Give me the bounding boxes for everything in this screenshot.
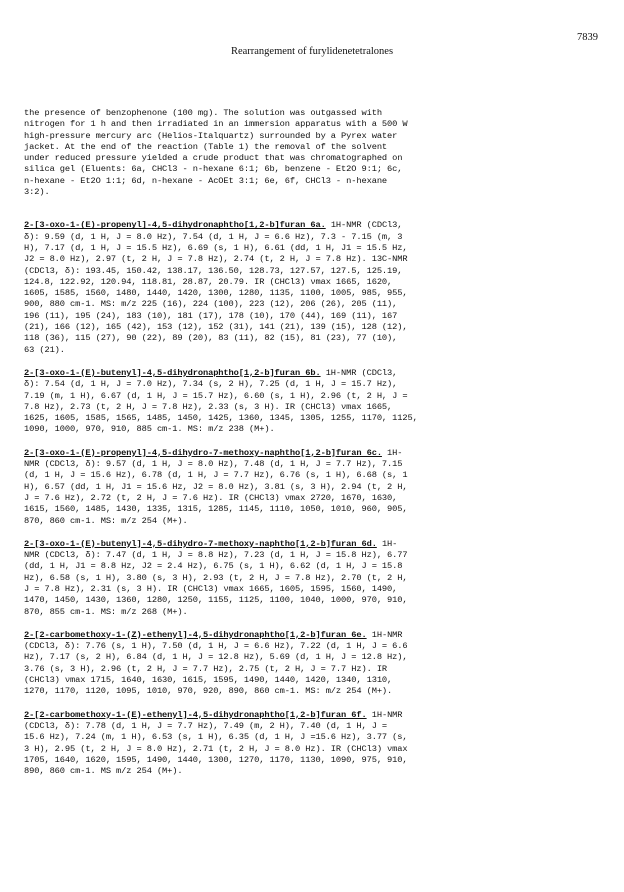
compound-heading: 2-[2-carbomethoxy-1-(Z)-ethenyl]-4,5-dihydronaphtho[1,2-b]furan 6e. <box>24 629 367 640</box>
compound-heading: 2-[3-oxo-1-(E)-propenyl]-4,5-dihydronaphtho[1,2-b]furan 6a. <box>24 220 326 231</box>
compound-6e-entry <box>24 630 614 698</box>
text-line: (CDCl3, δ): 7.76 (s, 1 H), 7.50 (d, 1 H, J = 6.6 Hz), 7.22 (d, 1 H, J = 6.6 <box>24 641 408 652</box>
text-line: 1H-NMR (CDCl3, <box>320 367 398 378</box>
text-line: high-pressure mercury arc (Helios-Italquartz) surrounded by a Pyrex water <box>24 130 398 141</box>
text-line: under reduced pressure yielded a crude product that was chromatographed on <box>24 153 403 164</box>
compound-6a-entry <box>24 220 614 356</box>
text-line: 890, 860 cm-1. MS m/z 254 (M+). <box>24 766 183 777</box>
text-line: 118 (36), 115 (27), 90 (22), 89 (20), 83 (11), 82 (15), 81 (23), 77 (10), <box>24 333 398 344</box>
text-line: 1H-NMR <box>366 629 403 640</box>
text-line: 63 (21). <box>24 344 65 355</box>
text-line: 15.6 Hz), 7.24 (m, 1 H), 6.53 (s, 1 H), 6.35 (d, 1 H, J =15.6 Hz), 3.77 (s, <box>24 732 408 743</box>
text-line: J = 7.8 Hz), 2.31 (s, 3 H). IR (CHCl3) νmax 1665, 1605, 1595, 1560, 1490, <box>24 583 398 594</box>
text-line: J = 7.6 Hz), 2.72 (t, 2 H, J = 7.6 Hz). IR (CHCl3) νmax 2720, 1670, 1630, <box>24 492 398 503</box>
text-line: 196 (11), 195 (24), 183 (10), 181 (17), 178 (10), 170 (44), 169 (11), 167 <box>24 310 398 321</box>
text-line: n-hexane - Et2O 1:1; 6d, n-hexane - AcOEt 3:1; 6e, 6f, CHCl3 - n-hexane <box>24 175 388 186</box>
text-line: (CDCl3, δ): 7.78 (d, 1 H, J = 7.7 Hz), 7.49 (m, 2 H), 7.40 (d, 1 H, J = <box>24 720 388 731</box>
text-line: 7.19 (m, 1 H), 6.67 (d, 1 H, J = 15.7 Hz), 6.60 (s, 1 H), 2.96 (t, 2 H, J = <box>24 390 408 401</box>
text-line: Hz), 7.17 (s, 2 H), 6.84 (d, 1 H, J = 12.8 Hz), 5.69 (d, 1 H, J = 12.8 Hz), <box>24 652 408 663</box>
text-line: δ): 7.54 (d, 1 H, J = 7.0 Hz), 7.34 (s, 2 H), 7.25 (d, 1 H, J = 15.7 Hz), <box>24 379 398 390</box>
text-line: 1090, 1000, 970, 910, 885 cm-1. MS: m/z 238 (M+). <box>24 424 275 435</box>
text-line: 870, 855 cm-1. MS: m/z 268 (M+). <box>24 606 188 617</box>
text-line: H), 7.17 (d, 1 H, J = 15.5 Hz), 6.69 (s, 1 H), 6.61 (dd, 1 H, J1 = 15.5 Hz, <box>24 242 408 253</box>
text-line: 900, 880 cm-1. MS: m/z 225 (16), 224 (100), 223 (12), 206 (26), 205 (11), <box>24 299 398 310</box>
intro-paragraph <box>24 108 614 198</box>
text-line: 1H-NMR <box>366 709 403 720</box>
compound-6f-entry <box>24 710 614 778</box>
compound-heading: 2-[3-oxo-1-(E)-butenyl]-4,5-dihydro-7-methoxy-naphtho[1,2-b]furan 6d. <box>24 538 377 549</box>
text-line: 3.76 (s, 3 H), 2.96 (t, 2 H, J = 7.7 Hz), 2.75 (t, 2 H, J = 7.7 Hz). IR <box>24 663 388 674</box>
compound-6d-entry <box>24 539 614 618</box>
text-line: NMR (CDCl3, δ): 7.47 (d, 1 H, J = 8.8 Hz), 7.23 (d, 1 H, J = 15.8 Hz), 6.77 <box>24 550 408 561</box>
text-line: J2 = 8.0 Hz), 2.97 (t, 2 H, J = 7.8 Hz), 2.74 (t, 2 H, J = 7.8 Hz). 13C-NMR <box>24 254 408 265</box>
experimental-text <box>24 108 614 789</box>
text-line: (CDCl3, δ): 193.45, 150.42, 138.17, 136.50, 128.73, 127.57, 127.5, 125.19, <box>24 265 403 276</box>
text-line: 1625, 1605, 1585, 1565, 1485, 1450, 1425, 1360, 1345, 1305, 1255, 1170, 1125, <box>24 413 418 424</box>
compound-6b-entry <box>24 368 614 436</box>
text-line: jacket. At the end of the reaction (Table 1) the removal of the solvent <box>24 141 388 152</box>
running-title: Rearrangement of furylidenetetralones <box>230 46 394 57</box>
text-line: 124.8, 122.92, 120.94, 118.81, 28.87, 20.79. IR (CHCl3) νmax 1665, 1620, <box>24 276 393 287</box>
text-line: (CHCl3) νmax 1715, 1640, 1630, 1615, 1595, 1490, 1440, 1420, 1340, 1310, <box>24 675 393 686</box>
text-line: (d, 1 H, J = 15.6 Hz), 6.78 (d, 1 H, J = 7.7 Hz), 6.76 (s, 1 H), 6.68 (s, 1 <box>24 470 408 481</box>
compound-heading: 2-[2-carbomethoxy-1-(E)-ethenyl]-4,5-dihydronaphtho[1,2-b]furan 6f. <box>24 709 367 720</box>
text-line: Hz), 6.58 (s, 1 H), 3.80 (s, 3 H), 2.93 (t, 2 H, J = 7.8 Hz), 2.70 (t, 2 H, <box>24 572 408 583</box>
text-line: 1H- <box>381 447 403 458</box>
text-line: (21), 166 (12), 165 (42), 153 (12), 152 (31), 141 (21), 139 (15), 128 (12), <box>24 322 408 333</box>
text-line: 1270, 1170, 1120, 1095, 1010, 970, 920, 890, 860 cm-1. MS: m/z 254 (M+). <box>24 686 393 697</box>
page-number: 7839 <box>577 32 598 43</box>
text-line: the presence of benzophenone (100 mg). The solution was outgassed with <box>24 108 382 118</box>
text-line: 7.8 Hz), 2.73 (t, 2 H, J = 7.8 Hz), 2.33 (s, 3 H). IR (CHCl3) νmax 1665, <box>24 401 393 412</box>
text-line: 1H- <box>376 538 398 549</box>
compound-heading: 2-[3-oxo-1-(E)-propenyl]-4,5-dihydro-7-methoxy-naphtho[1,2-b]furan 6c. <box>24 447 382 458</box>
text-line: 1705, 1640, 1620, 1595, 1490, 1440, 1300, 1270, 1170, 1130, 1090, 975, 910, <box>24 754 408 765</box>
text-line: nitrogen for 1 h and then irradiated in an immersion apparatus with a 500 W <box>24 119 408 130</box>
compound-heading: 2-[3-oxo-1-(E)-butenyl]-4,5-dihydronaphtho[1,2-b]furan 6b. <box>24 367 321 378</box>
text-line: 3 H), 2.95 (t, 2 H, J = 8.0 Hz), 2.71 (t, 2 H, J = 8.0 Hz). IR (CHCl3) νmax <box>24 743 408 754</box>
compound-6c-entry <box>24 448 614 527</box>
text-line: 870, 860 cm-1. MS: m/z 254 (M+). <box>24 515 188 526</box>
text-line: 1470, 1450, 1430, 1360, 1280, 1250, 1155, 1125, 1100, 1040, 1000, 970, 910, <box>24 595 408 606</box>
text-line: 1615, 1560, 1485, 1430, 1335, 1315, 1285, 1145, 1110, 1050, 1010, 960, 905, <box>24 504 408 515</box>
text-line: δ): 9.59 (d, 1 H, J = 8.0 Hz), 7.54 (d, 1 H, J = 6.6 Hz), 7.3 - 7.15 (m, 3 <box>24 231 403 242</box>
text-line: (dd, 1 H, J1 = 8.8 Hz, J2 = 2.4 Hz), 6.75 (s, 1 H), 6.62 (d, 1 H, J = 15.8 <box>24 561 403 572</box>
text-line: 1605, 1585, 1560, 1480, 1440, 1420, 1300, 1280, 1135, 1100, 1005, 985, 955, <box>24 288 408 299</box>
text-line: NMR (CDCl3, δ): 9.57 (d, 1 H, J = 8.0 Hz), 7.48 (d, 1 H, J = 7.7 Hz), 7.15 <box>24 459 403 470</box>
text-line: 1H-NMR (CDCl3, <box>325 220 403 231</box>
text-line: silica gel (Eluents: 6a, CHCl3 - n-hexane 6:1; 6b, benzene - Et2O 9:1; 6c, <box>24 164 403 175</box>
text-line: H), 6.57 (dd, 1 H, J1 = 15.6 Hz, J2 = 8.0 Hz), 3.81 (s, 3 H), 2.94 (t, 2 H, <box>24 481 408 492</box>
text-line: 3:2). <box>24 187 50 198</box>
